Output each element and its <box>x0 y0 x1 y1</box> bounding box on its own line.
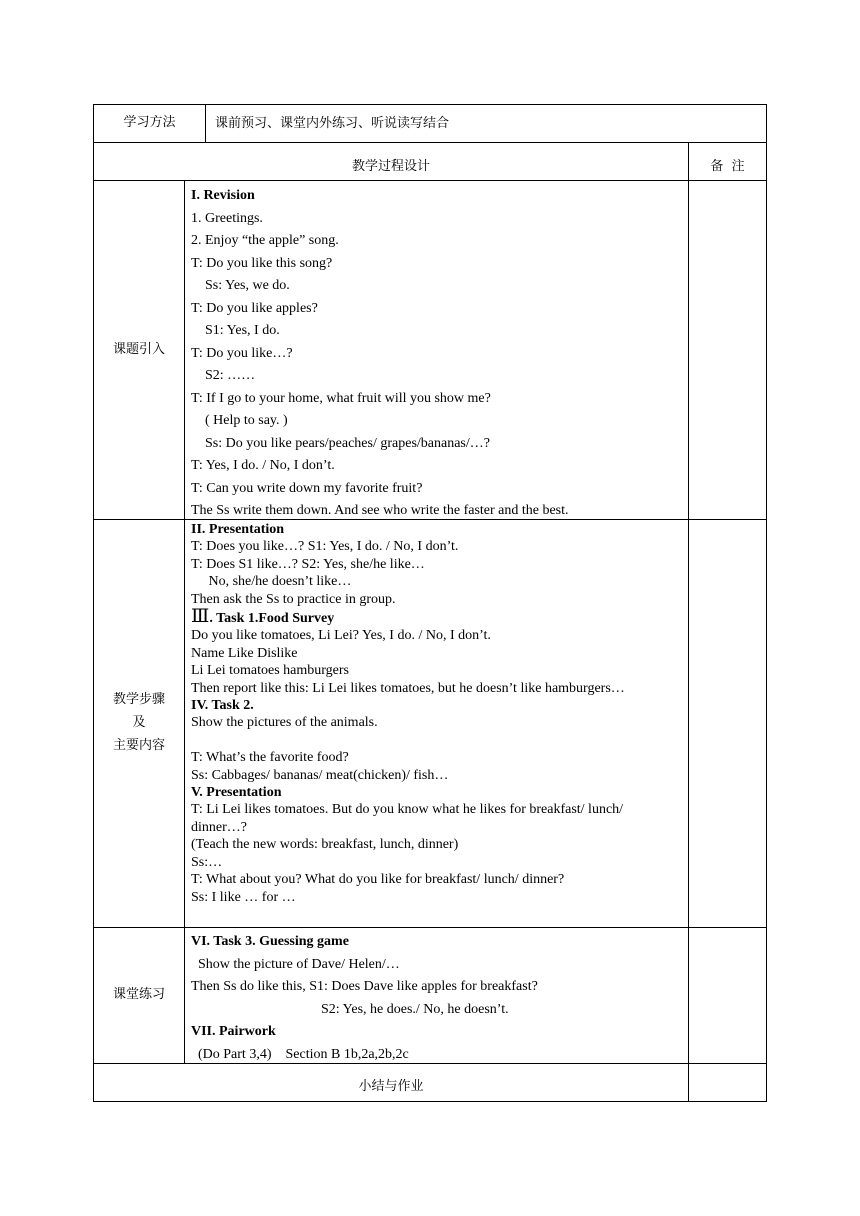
intro-line: The Ss write them down. And see who write the faster and the best. <box>191 503 569 518</box>
steps-line: (Teach the new words: breakfast, lunch, dinner) <box>191 837 459 853</box>
task1-heading <box>191 608 682 627</box>
intro-line: T: Do you like…? <box>191 345 293 361</box>
intro-label: 课题引入 <box>112 341 165 357</box>
intro-line: Ss: Do you like pears/peaches/ grapes/bananas/…? <box>191 435 490 451</box>
steps-line: Then ask the Ss to practice in group. <box>191 591 396 607</box>
revision-heading: I. Revision <box>191 188 255 203</box>
intro-line: ( Help to say. ) <box>191 413 288 428</box>
process-header: 教学过程设计 <box>351 159 430 175</box>
steps-line: Ss: Cabbages/ bananas/ meat(chicken)/ fish… <box>191 767 449 783</box>
intro-notes-cell <box>688 180 767 520</box>
pairwork-heading: VII. Pairwork <box>191 1024 276 1039</box>
steps-label-line: 及 <box>132 715 146 731</box>
steps-line: dinner…? <box>191 819 247 835</box>
task3-heading: VI. Task 3. Guessing game <box>191 934 349 949</box>
steps-line: Li Lei tomatoes hamburgers <box>191 663 349 679</box>
summary-label: 小结与作业 <box>358 1079 424 1095</box>
task1-title: . Task 1.Food Survey <box>209 611 335 627</box>
method-label-cell <box>93 104 206 143</box>
steps-line: Ss:… <box>191 854 223 870</box>
steps-label-line: 主要内容 <box>112 737 165 753</box>
notes-header: 备 注 <box>710 159 745 175</box>
steps-line: Do you like tomatoes, Li Lei? Yes, I do. / No, I don’t. <box>191 628 491 644</box>
blank-line <box>191 732 682 749</box>
steps-label-cell <box>93 519 185 928</box>
presentation2-heading: V. Presentation <box>191 785 282 801</box>
intro-content-cell <box>184 180 689 520</box>
notes-header-cell <box>688 142 767 181</box>
intro-line: Ss: Yes, we do. <box>191 278 290 293</box>
steps-line: T: What’s the favorite food? <box>191 750 349 766</box>
steps-content-cell <box>184 519 689 928</box>
practice-line: Show the picture of Dave/ Helen/… <box>191 956 400 972</box>
intro-line: T: Yes, I do. / No, I don’t. <box>191 458 335 473</box>
method-value: 课前预习、课堂内外练习、听说读写结合 <box>215 116 450 131</box>
summary-label-cell <box>93 1063 689 1102</box>
practice-label-cell <box>93 927 185 1064</box>
summary-notes-cell <box>688 1063 767 1102</box>
steps-line: Ss: I like … for … <box>191 889 296 905</box>
practice-line: Then Ss do like this, S1: Does Dave like apples for breakfast? <box>191 979 538 994</box>
task2-heading: IV. Task 2. <box>191 698 254 714</box>
task1-numeral: Ⅲ <box>191 606 210 628</box>
steps-line: T: Li Lei likes tomatoes. But do you know what he likes for breakfast/ lunch/ <box>191 802 624 818</box>
steps-line: T: Does S1 like…? S2: Yes, she/he like… <box>191 556 425 572</box>
intro-line: S1: Yes, I do. <box>191 323 280 338</box>
intro-line: T: Can you write down my favorite fruit? <box>191 480 423 496</box>
steps-line: T: What about you? What do you like for breakfast/ lunch/ dinner? <box>191 872 565 888</box>
practice-label: 课堂练习 <box>112 987 165 1003</box>
method-value-cell <box>205 104 767 143</box>
steps-line: T: Does you like…? S1: Yes, I do. / No, I don’t. <box>191 539 459 555</box>
steps-line: Show the pictures of the animals. <box>191 715 378 731</box>
steps-label-line: 教学步骤 <box>112 692 165 708</box>
method-label: 学习方法 <box>123 115 176 131</box>
practice-line: (Do Part 3,4) Section B 1b,2a,2b,2c <box>191 1046 409 1062</box>
steps-line: Name Like Dislike <box>191 645 298 661</box>
intro-line: 1. Greetings. <box>191 210 263 226</box>
intro-line: S2: …… <box>191 368 256 383</box>
intro-line: T: If I go to your home, what fruit will you show me? <box>191 390 491 406</box>
practice-notes-cell <box>688 927 767 1064</box>
practice-content-cell <box>184 927 689 1064</box>
practice-line: S2: Yes, he does./ No, he doesn’t. <box>321 1001 509 1017</box>
intro-line: T: Do you like apples? <box>191 300 318 316</box>
steps-line: No, she/he doesn’t like… <box>191 574 352 590</box>
intro-line: T: Do you like this song? <box>191 255 333 271</box>
intro-label-cell <box>93 180 185 520</box>
steps-notes-cell <box>688 519 767 928</box>
steps-line: Then report like this: Li Lei likes tomatoes, but he doesn’t like hamburgers… <box>191 680 625 696</box>
steps-label <box>113 689 165 757</box>
intro-line: 2. Enjoy “the apple” song. <box>191 233 339 248</box>
presentation-heading: II. Presentation <box>191 522 285 537</box>
process-header-cell <box>93 142 689 181</box>
